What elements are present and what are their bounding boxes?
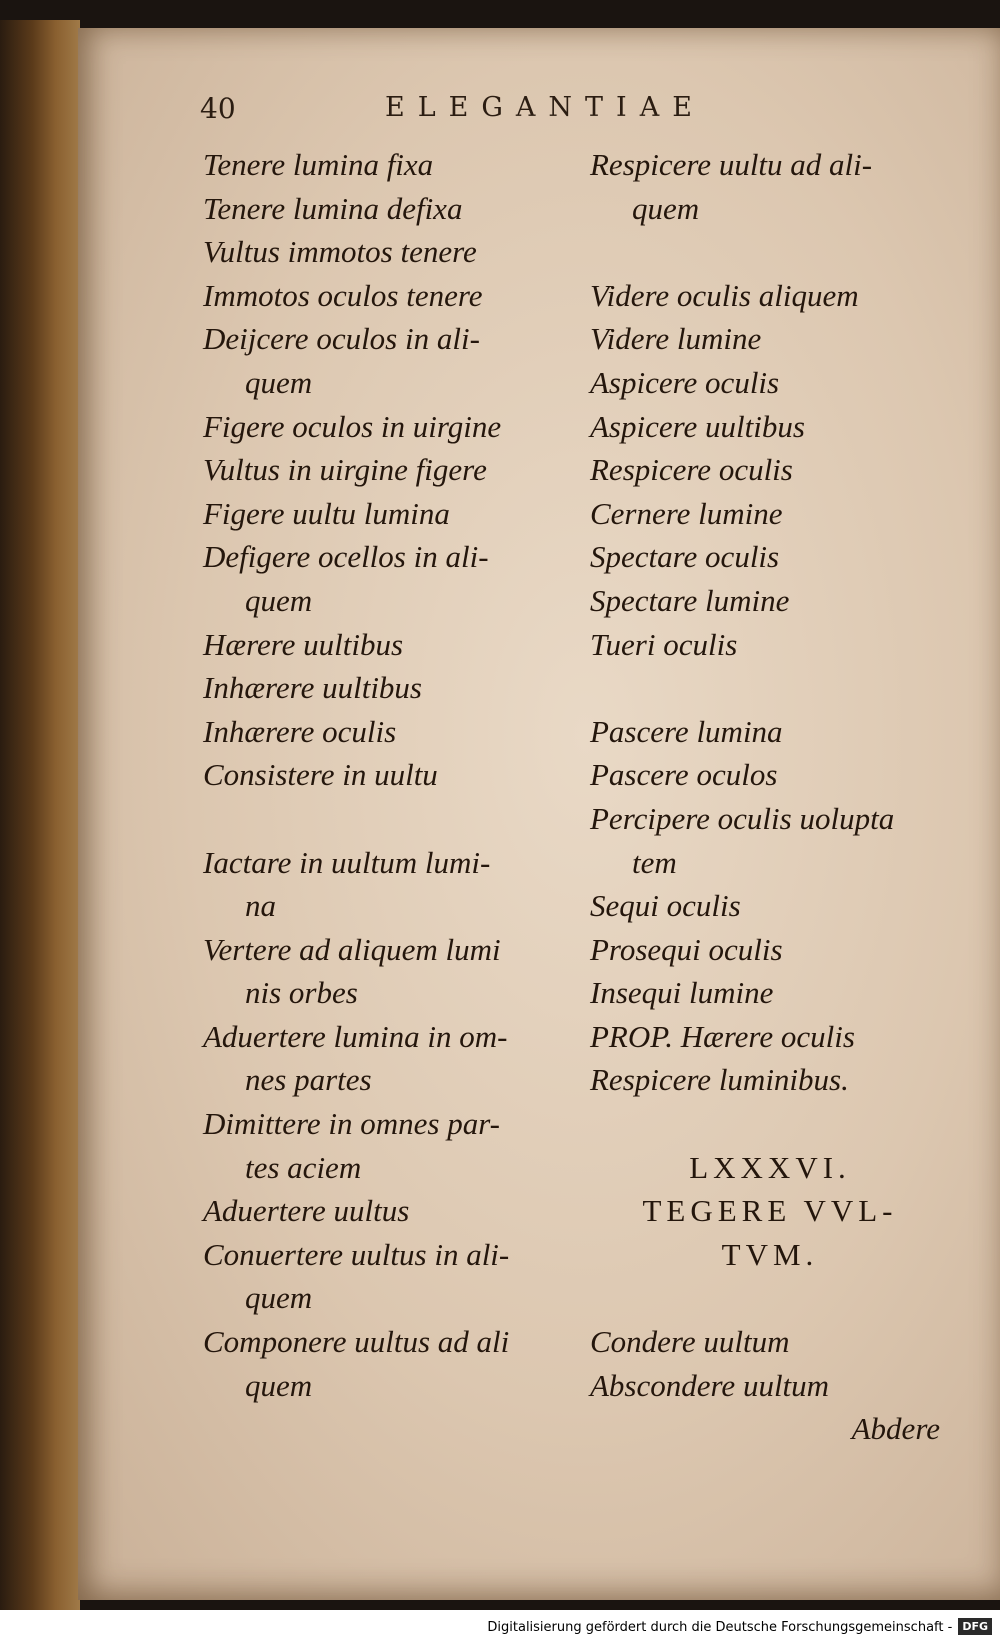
- text-line: quem: [245, 582, 313, 618]
- blank-line: [590, 1276, 950, 1320]
- text-line: Conuertere uultus in ali-: [203, 1236, 510, 1272]
- text-line: Componere uultus ad ali: [203, 1324, 510, 1360]
- text-line: Aduertere uultus: [203, 1193, 410, 1229]
- text-line: Aspicere uultibus: [590, 408, 805, 444]
- text-line: Deijcere oculos in ali-: [203, 321, 480, 357]
- text-line: Pascere oculos: [590, 757, 778, 793]
- text-line: Hærere uultibus: [203, 626, 404, 662]
- footer-bar: [0, 1610, 1000, 1646]
- text-line: quem: [245, 1280, 313, 1316]
- text-line: Tenere lumina defixa: [203, 190, 463, 226]
- text-line: Inhærere uultibus: [203, 670, 422, 706]
- text-line: Sequi oculis: [590, 888, 741, 924]
- text-line: Vultus in uirgine figere: [203, 452, 487, 488]
- text-line: Aduertere lumina in om-: [203, 1018, 508, 1054]
- text-line: PROP. Hærere oculis: [590, 1018, 855, 1054]
- text-line: Condere uultum: [590, 1324, 790, 1360]
- text-line: Videre oculis aliquem: [590, 277, 859, 313]
- text-line: quem: [245, 364, 313, 400]
- text-line: Respicere uultu ad ali-: [590, 147, 873, 182]
- book-spine-edge: [0, 20, 80, 1610]
- text-line: Figere uultu lumina: [203, 495, 450, 531]
- right-column: [590, 143, 950, 1451]
- text-line: Respicere luminibus.: [590, 1062, 849, 1098]
- dfg-logo: DFG: [958, 1618, 992, 1635]
- text-line: Abdere: [851, 1411, 940, 1447]
- text-line: LXXXVI.: [689, 1149, 851, 1185]
- text-line: Defigere ocellos in ali-: [203, 539, 489, 575]
- text-line: Consistere in uultu: [203, 757, 438, 793]
- text-line: Aspicere oculis: [590, 364, 780, 400]
- text-line: Tenere lumina fixa: [203, 147, 434, 182]
- text-line: TEGERE VVL-: [642, 1193, 898, 1229]
- text-line: Dimittere in omnes par-: [203, 1106, 500, 1142]
- text-line: Spectare oculis: [590, 539, 780, 575]
- text-line: Respicere oculis: [590, 452, 793, 488]
- text-line: TVM.: [721, 1236, 819, 1272]
- running-title: ELEGANTIAE: [385, 92, 705, 123]
- text-line: na: [245, 888, 276, 924]
- text-line: quem: [245, 1367, 313, 1403]
- blank-line: [590, 666, 950, 710]
- page-number: 40: [200, 92, 236, 125]
- text-line: Insequi lumine: [590, 975, 774, 1011]
- text-line: Spectare lumine: [590, 582, 790, 618]
- text-line: Videre lumine: [590, 321, 762, 357]
- blank-line: [590, 230, 950, 274]
- blank-line: [203, 797, 553, 841]
- text-line: Tueri oculis: [590, 626, 738, 662]
- text-line: Prosequi oculis: [590, 931, 783, 967]
- text-line: Iactare in uultum lumi-: [203, 844, 491, 880]
- text-line: Figere oculos in uirgine: [203, 408, 502, 444]
- text-line: Vertere ad aliquem lumi: [203, 931, 501, 967]
- text-line: nes partes: [245, 1062, 372, 1098]
- text-line: Abscondere uultum: [590, 1367, 830, 1403]
- text-line: nis orbes: [245, 975, 358, 1011]
- footer-credit: Digitalisierung gefördert durch die Deutsche Forschungsgemeinschaft -: [487, 1620, 953, 1635]
- text-line: Vultus immotos tenere: [203, 234, 477, 270]
- text-line: tem: [632, 844, 677, 880]
- text-line: quem: [632, 190, 700, 226]
- text-line: Cernere lumine: [590, 495, 783, 531]
- text-line: tes aciem: [245, 1149, 362, 1185]
- text-line: Inhærere oculis: [203, 713, 397, 749]
- text-line: Immotos oculos tenere: [203, 277, 483, 313]
- left-column: [203, 143, 553, 1407]
- text-line: Pascere lumina: [590, 713, 783, 749]
- text-line: Percipere oculis uolupta: [590, 800, 895, 836]
- blank-line: [590, 1102, 950, 1146]
